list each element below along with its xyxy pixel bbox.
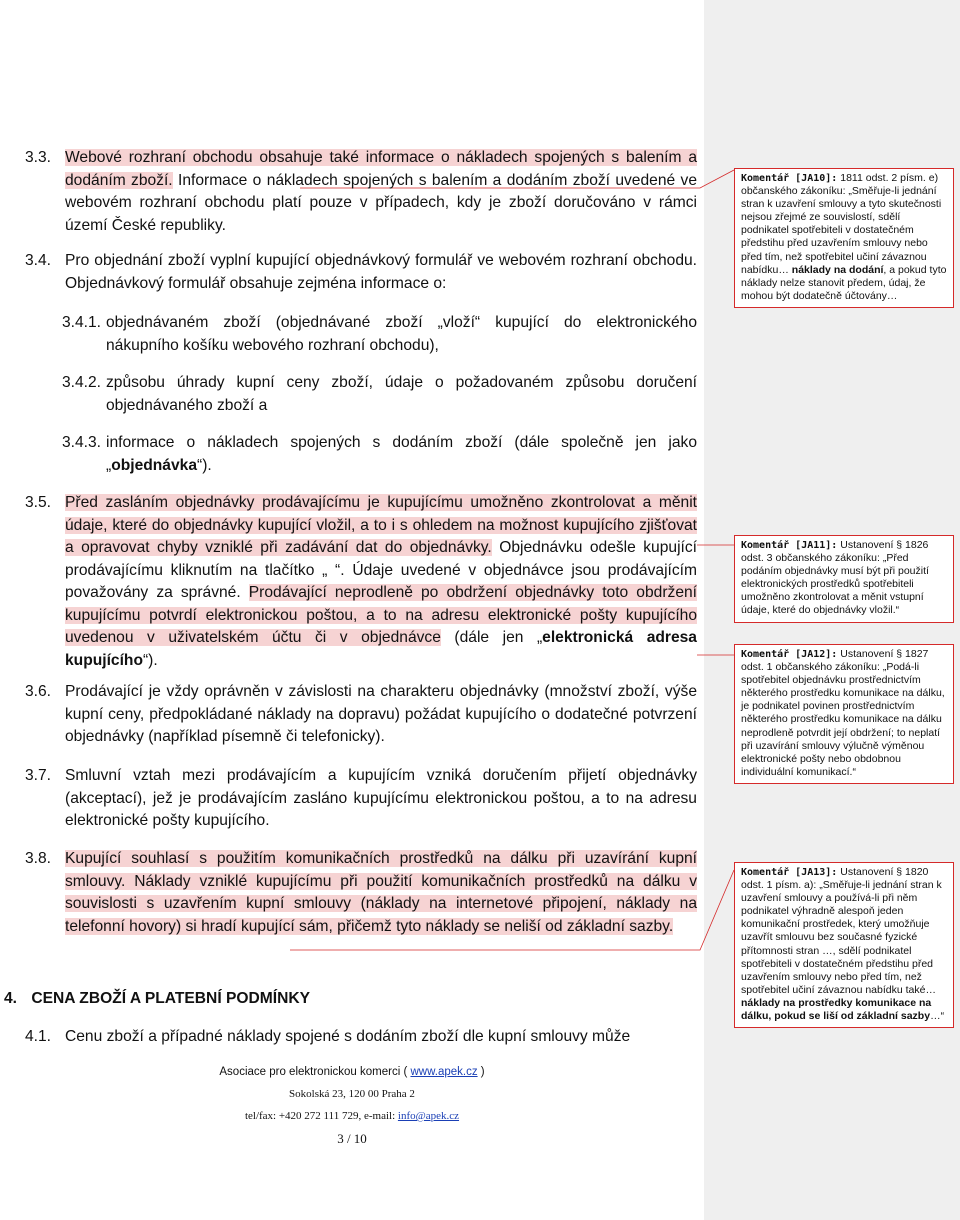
paragraph-number: 3.7. [25, 767, 52, 784]
comment-text-segment: Ustanovení § 1827 odst. 1 občanského zákoníku: „Podá-li spotřebitel objednávku prostřednictvím některého prostředku komunikace na dálku, je podnikatel povinen prostřednictvím některého prostředku komunikace na dálku neprodleně potvrdit její obdržení; to neplatí při uzavírání smlouvy výlučně výměnou elektronické pošty nebo obdobnou individuální komunikací.“ [741, 648, 945, 778]
paragraph-number: 3.6. [25, 683, 52, 700]
paragraph-text [65, 147, 697, 237]
heading-title: CENA ZBOŽÍ A PLATEBNÍ PODMÍNKY [31, 990, 311, 1007]
paragraph-text [106, 372, 697, 417]
paragraph-number: 3.5. [25, 494, 52, 511]
text-segment: Prodávající je vždy oprávněn v závislosti na charakteru objednávky (množství zboží, výše kupní ceny, předpokládané náklady na dopravu) požádat kupujícího o dodatečné potvrzení objednávky (například písemně či telefonicky). [65, 683, 697, 745]
footer-website-link[interactable]: www.apek.cz [410, 1066, 478, 1078]
paragraph-text [65, 765, 697, 833]
comment-ja13[interactable] [734, 862, 954, 1028]
paragraph-3-4-1 [62, 312, 697, 357]
footer-organization [0, 1066, 704, 1078]
comment-text-segment: …“ [930, 1010, 945, 1023]
section-heading-4 [4, 990, 310, 1008]
text-segment: Pro objednání zboží vyplní kupující objednávkový formulář ve webovém rozhraní obchodu. Objednávkový formulář obsahuje zejména informace o: [65, 252, 697, 292]
paragraph-3-8 [25, 848, 697, 938]
footer-org-name: Asociace pro elektronickou komerci ( [219, 1066, 411, 1078]
comment-ja11[interactable] [734, 535, 954, 623]
text-segment: informace o nákladech spojených s dodáním zboží (dále společně jen jako „ [106, 434, 697, 474]
text-segment: způsobu úhrady kupní ceny zboží, údaje o požadovaném způsobu doručení objednávaného zboží a [106, 374, 697, 414]
paragraph-text [65, 250, 697, 295]
paragraph-number: 3.8. [25, 850, 52, 867]
paragraph-text [106, 312, 697, 357]
paragraph-number: 3.3. [25, 149, 52, 166]
paragraph-3-4 [25, 250, 697, 295]
comment-text-segment: Ustanovení § 1826 odst. 3 občanského zákoníku: „Před podáním objednávky musí být při použití elektronických prostředků spotřebiteli umožněno zkontrolovat a měnit vstupní údaje, které do objednávky vložil.“ [741, 539, 929, 617]
comment-label: Komentář [JA13]: [741, 867, 838, 878]
text-segment: Smluvní vztah mezi prodávajícím a kupujícím vzniká doručením přijetí objednávky (akceptací), jež je prodávajícím zasláno kupujícímu elektronickou poštou, a to na adresu elektronické pošty kupujícího. [65, 767, 697, 829]
text-segment: “). [197, 456, 212, 474]
paragraph-3-4-3 [62, 432, 697, 477]
paragraph-number: 3.4.3. [62, 434, 102, 451]
text-segment: elektronická adresa kupujícího [65, 629, 697, 669]
comment-label: Komentář [JA10]: [741, 173, 838, 184]
paragraph-4-1 [25, 1026, 697, 1049]
text-segment: objednávka [111, 456, 197, 474]
comment-text-segment: náklady na prostředky komunikace na dálku, pokud se liší od základní sazby [741, 996, 932, 1023]
highlighted-text: Prodávající neprodleně po obdržení objednávky toto obdržení kupujícímu potvrdí elektronickou poštou, a to na adresu elektronické pošty kupujícího uvedenou v uživatelském účtu či v objednávce [65, 584, 697, 646]
text-segment: (dále jen „ [440, 629, 543, 646]
heading-number: 4. [4, 990, 18, 1007]
paragraph-text [65, 492, 697, 672]
comment-text-segment: 1811 odst. 2 písm. e) občanského zákoníku: „Směřuje-li jednání stran k uzavření smlouvy a tyto skutečnosti nejsou zřejmé ze souvislostí, sdělí podnikatel spotřebiteli v dostatečném předstihu před uzavřením smlouvy nebo před tím, než spotřebitel učiní závaznou nabídku… [741, 172, 942, 276]
paragraph-text: Cenu zboží a případné náklady spojené s dodáním zboží dle kupní smlouvy může [65, 1028, 631, 1045]
paragraph-3-3 [25, 147, 697, 237]
paragraph-3-7 [25, 765, 697, 833]
paragraph-text [65, 681, 697, 749]
paragraph-number: 3.4.1. [62, 314, 102, 331]
highlighted-text: Kupující souhlasí s použitím komunikačních prostředků na dálku při uzavírání kupní smlouvy. Náklady vzniklé kupujícímu při použití komunikačních prostředků na dálku v souvislosti s uzavřením kupní smlouvy (náklady na internetové připojení, náklady na telefonní hovory) si hradí kupující sám, přičemž tyto náklady se neliší od základní sazby. [65, 850, 697, 935]
paragraph-number: 3.4.2. [62, 374, 102, 391]
comment-body [741, 648, 945, 778]
comment-ja10[interactable] [734, 168, 954, 308]
comment-body [741, 866, 944, 1022]
comment-text-segment: , a pokud tyto náklady nelze stanovit předem, údaj, že mohou být dodatečně účtovány… [741, 263, 947, 302]
comment-body [741, 172, 946, 302]
comment-ja12[interactable] [734, 644, 954, 784]
page-number: 3 / 10 [337, 1131, 367, 1146]
comment-text-segment: Ustanovení § 1820 odst. 1 písm. a): „Směřuje-li jednání stran k uzavření smlouvy a používá-li při něm podnikatel výhradně alespoň jeden komunikační prostředek, který umožňuje uzavřít smlouvu bez současné fyzické přítomnosti stran …, sdělí podnikatel spotřebiteli v dostatečném předstihu před uzavřením smlouvy nebo před tím, než spotřebitel učiní závaznou nabídku také… [741, 866, 942, 996]
paragraph-3-4-2 [62, 372, 697, 417]
highlighted-text: Před zasláním objednávky prodávajícímu je kupujícímu umožněno zkontrolovat a měnit údaje, které do objednávky kupující vložil, a to i s ohledem na možnost kupujícího zjišťovat a opravovat chyby vzniklé při zadávání dat do objednávky. [65, 494, 697, 556]
paragraph-number: 4.1. [25, 1028, 52, 1045]
text-segment: “). [142, 651, 158, 669]
footer-phone: tel/fax: +420 272 111 729, e-mail: [244, 1110, 398, 1122]
paragraph-3-5 [25, 492, 697, 672]
comment-text-segment: náklady na dodání [791, 263, 884, 276]
text-segment: Objednávku odešle kupující prodávajícímu kliknutím na tlačítko „ “. Údaje uvedené v objednávce jsou prodávajícím považovány za správné. [65, 539, 697, 601]
comment-label: Komentář [JA12]: [741, 649, 838, 660]
paragraph-number: 3.4. [25, 252, 52, 269]
comment-label: Komentář [JA11]: [741, 540, 838, 551]
footer-paren: ) [477, 1066, 485, 1078]
paragraph-3-6 [25, 681, 697, 749]
text-segment: objednávaném zboží (objednávané zboží „vloží“ kupující do elektronického nákupního košíku webového rozhraní obchodu), [106, 314, 697, 354]
paragraph-text [106, 432, 697, 477]
text-segment: Informace o nákladech spojených s balením a dodáním zboží uvedené ve webovém rozhraní obchodu platí pouze v případech, kdy je zboží doručováno v rámci území České republiky. [65, 171, 697, 234]
paragraph-text [65, 848, 697, 938]
footer-contact [0, 1110, 704, 1122]
footer-address: Sokolská 23, 120 00 Praha 2 [289, 1088, 415, 1100]
highlighted-text: Webové rozhraní obchodu obsahuje také informace o nákladech spojených s balením a dodáním zboží. [65, 149, 697, 189]
footer-email-link[interactable]: info@apek.cz [397, 1110, 460, 1122]
